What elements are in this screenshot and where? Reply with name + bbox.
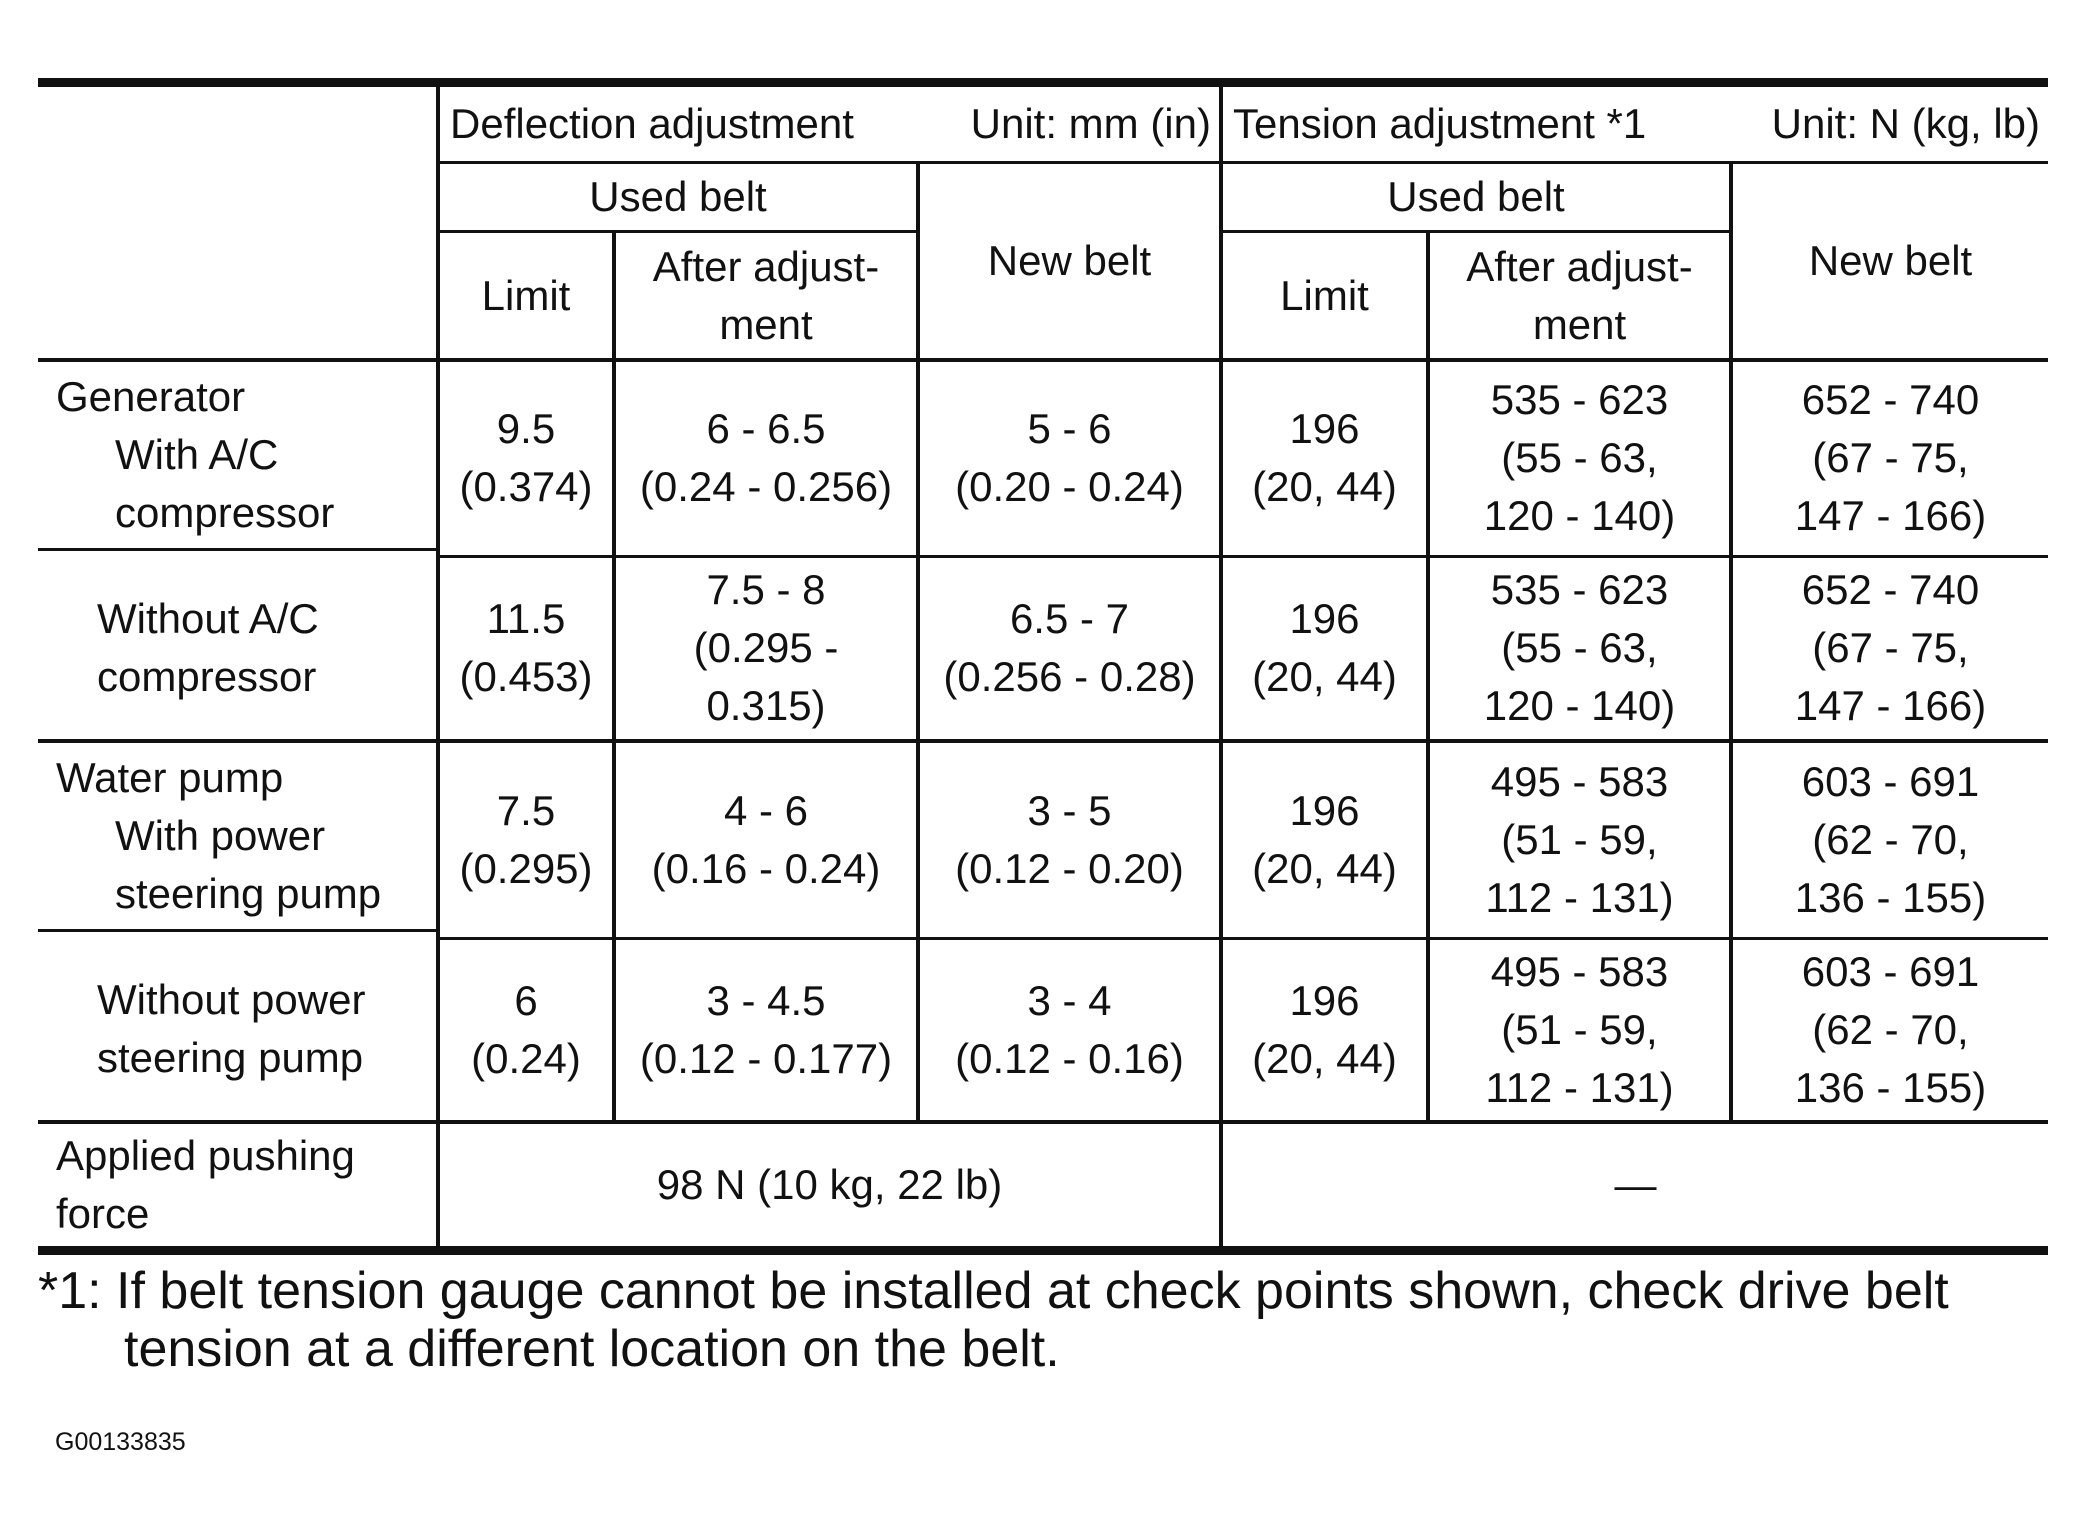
tension-title: Tension adjustment *1 xyxy=(1233,100,1647,147)
cell-ten-new xyxy=(1731,741,2048,938)
deflection-after-line-1: After adjust- xyxy=(652,242,880,290)
cell-ten-after xyxy=(1428,360,1731,556)
value-imperial: (0.256 - 0.28) xyxy=(943,653,1196,701)
tension-new-belt-header: New belt xyxy=(1731,163,2048,361)
cell-ten-limit xyxy=(1221,556,1428,741)
footnote-line-1: *1: If belt tension gauge cannot be installed at check points shown, check drive belt xyxy=(38,1262,1949,1320)
tension-after-line-1: After adjust- xyxy=(1466,242,1693,290)
deflection-after-line-2: ment xyxy=(719,300,813,348)
cell-pushing-force-tension: — xyxy=(1221,1122,2048,1250)
value: 11.5 xyxy=(486,595,566,643)
value-imperial: (0.24 - 0.256) xyxy=(639,463,893,511)
value-kg-lb: (20, 44) xyxy=(1252,653,1397,701)
tension-used-belt-header: Used belt xyxy=(1221,163,1731,232)
cell-def-limit xyxy=(438,360,614,556)
value: 603 - 691 xyxy=(1801,947,1980,995)
value: 535 - 623 xyxy=(1490,376,1669,424)
item-label-line-2: compressor xyxy=(97,652,317,700)
cell-def-new xyxy=(918,360,1221,556)
value-lb: 136 - 155) xyxy=(1794,873,1987,921)
deflection-after-adjustment-header xyxy=(614,232,918,361)
value: 535 - 623 xyxy=(1490,566,1669,614)
value-imperial: (0.374) xyxy=(459,463,593,511)
cell-def-limit xyxy=(438,741,614,938)
cell-def-new xyxy=(918,938,1221,1122)
value-kg: (51 - 59, xyxy=(1501,1005,1658,1053)
value-imperial: (0.16 - 0.24) xyxy=(651,844,881,892)
value-kg: (67 - 75, xyxy=(1812,624,1969,672)
value-kg: (62 - 70, xyxy=(1812,815,1969,863)
item-label-line-2: force xyxy=(56,1189,150,1237)
table-row xyxy=(38,741,2048,938)
value-kg: (55 - 63, xyxy=(1501,624,1658,672)
value: 6 xyxy=(514,976,538,1024)
item-label-line-1: With A/C xyxy=(115,430,279,478)
table-row xyxy=(38,360,2048,556)
value: 3 - 4.5 xyxy=(706,976,826,1024)
value-imperial-line-1: (0.295 - xyxy=(693,624,839,672)
value: 495 - 583 xyxy=(1490,757,1669,805)
value: 196 xyxy=(1289,405,1360,453)
belt-spec-table xyxy=(38,78,2048,1255)
cell-def-limit xyxy=(438,556,614,741)
deflection-new-belt-header: New belt xyxy=(918,163,1221,361)
value-imperial: (0.20 - 0.24) xyxy=(955,463,1184,511)
value-kg-lb: (20, 44) xyxy=(1252,844,1397,892)
value: 196 xyxy=(1289,786,1360,834)
row-label-water-pump-with-ps xyxy=(38,741,438,938)
item-label-line-2: steering pump xyxy=(97,1034,364,1081)
value: 652 - 740 xyxy=(1801,566,1980,614)
cell-def-after xyxy=(614,741,918,938)
item-label-line-2: compressor xyxy=(115,488,335,536)
footnote-line-2: tension at a different location on the belt. xyxy=(124,1320,1060,1378)
value-imperial: (0.24) xyxy=(471,1034,581,1082)
value-lb: 112 - 131) xyxy=(1485,1063,1674,1111)
tension-limit-header: Limit xyxy=(1221,232,1428,361)
tension-after-adjustment-header xyxy=(1428,232,1731,361)
corner-cell xyxy=(38,83,438,361)
cell-ten-limit xyxy=(1221,938,1428,1122)
cell-pushing-force-deflection: 98 N (10 kg, 22 lb) xyxy=(438,1122,1221,1250)
value: 7.5 - 8 xyxy=(706,566,826,614)
table-row xyxy=(38,556,2048,741)
value-kg: (51 - 59, xyxy=(1501,815,1658,863)
row-label-applied-pushing-force xyxy=(38,1122,438,1250)
item-label-line-1: Without A/C xyxy=(97,594,319,642)
value-lb: 136 - 155) xyxy=(1794,1063,1987,1111)
value: 5 - 6 xyxy=(1027,405,1112,453)
value: 7.5 xyxy=(496,786,556,834)
value-imperial: (0.12 - 0.177) xyxy=(639,1034,893,1082)
value: 6.5 - 7 xyxy=(1009,595,1130,643)
tension-header xyxy=(1221,83,2048,163)
cell-def-new xyxy=(918,741,1221,938)
value-kg-lb: (20, 44) xyxy=(1252,463,1397,511)
value: 603 - 691 xyxy=(1801,757,1980,805)
value: 3 - 4 xyxy=(1027,976,1112,1024)
row-label-generator-with-ac xyxy=(38,360,438,556)
footnote xyxy=(38,1262,2058,1378)
deflection-used-belt-header: Used belt xyxy=(438,163,918,232)
item-label-line-1: Applied pushing xyxy=(56,1131,355,1179)
row-label-generator-without-ac xyxy=(38,556,438,741)
value-kg: (67 - 75, xyxy=(1812,434,1969,482)
item-label-line-1: Without power xyxy=(97,976,366,1023)
deflection-header xyxy=(438,83,1221,163)
deflection-title: Deflection adjustment xyxy=(450,100,854,147)
value-imperial-line-2: 0.315) xyxy=(706,682,826,730)
cell-ten-after xyxy=(1428,938,1731,1122)
cell-def-new xyxy=(918,556,1221,741)
cell-ten-new xyxy=(1731,938,2048,1122)
cell-ten-new xyxy=(1731,556,2048,741)
value: 4 - 6 xyxy=(723,786,809,834)
value: 196 xyxy=(1289,976,1360,1024)
value: 9.5 xyxy=(496,405,556,453)
item-label-line-1: With power xyxy=(115,812,326,859)
group-label-water-pump: Water pump xyxy=(56,754,284,801)
deflection-unit: Unit: mm (in) xyxy=(970,100,1211,147)
row-label-water-pump-without-ps xyxy=(38,938,438,1122)
cell-ten-after xyxy=(1428,556,1731,741)
value-kg: (55 - 63, xyxy=(1501,434,1658,482)
value-imperial: (0.453) xyxy=(459,653,593,701)
value: 3 - 5 xyxy=(1027,786,1112,834)
value-imperial: (0.12 - 0.20) xyxy=(955,844,1184,892)
group-label-generator: Generator xyxy=(56,372,246,420)
cell-def-limit xyxy=(438,938,614,1122)
tension-after-line-2: ment xyxy=(1532,300,1627,348)
value-lb: 120 - 140) xyxy=(1483,492,1676,540)
value-lb: 147 - 166) xyxy=(1794,492,1987,540)
cell-ten-after xyxy=(1428,741,1731,938)
value: 652 - 740 xyxy=(1801,376,1980,424)
cell-def-after xyxy=(614,360,918,556)
figure-id-label: G00133835 xyxy=(55,1428,186,1456)
value-kg: (62 - 70, xyxy=(1812,1005,1969,1053)
value-lb: 112 - 131) xyxy=(1485,873,1674,921)
cell-ten-limit xyxy=(1221,741,1428,938)
value-kg-lb: (20, 44) xyxy=(1252,1034,1397,1082)
cell-def-after xyxy=(614,938,918,1122)
item-label-line-2: steering pump xyxy=(115,870,382,917)
value: 495 - 583 xyxy=(1490,947,1669,995)
cell-ten-new xyxy=(1731,360,2048,556)
value-imperial: (0.295) xyxy=(459,844,593,892)
tension-unit: Unit: N (kg, lb) xyxy=(1771,100,2041,147)
deflection-limit-header: Limit xyxy=(438,232,614,361)
cell-def-after xyxy=(614,556,918,741)
value: 6 - 6.5 xyxy=(706,405,826,453)
value-lb: 147 - 166) xyxy=(1794,682,1987,730)
table-row xyxy=(38,1122,2048,1250)
value-imperial: (0.12 - 0.16) xyxy=(955,1034,1184,1082)
table-row xyxy=(38,938,2048,1122)
cell-ten-limit xyxy=(1221,360,1428,556)
value-lb: 120 - 140) xyxy=(1483,682,1676,730)
value: 196 xyxy=(1289,595,1360,643)
